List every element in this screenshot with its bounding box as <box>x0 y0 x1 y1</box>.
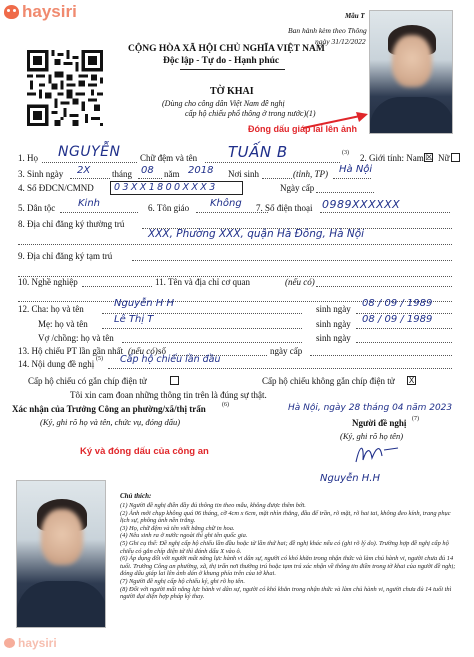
dob-label: 3. Sinh ngày <box>18 169 64 179</box>
father-name: Nguyễn H H <box>114 298 174 309</box>
chip-no-checkbox[interactable]: X <box>408 376 415 385</box>
ethnicity-value: Kinh <box>78 198 101 209</box>
heart-icon <box>4 5 19 19</box>
religion-value: Không <box>210 198 242 209</box>
father-dob-label: sinh ngày <box>316 304 351 314</box>
last-passport-no: số <box>158 346 167 356</box>
signature-mark <box>346 440 406 466</box>
temporary-address-label: 9. Địa chỉ đăng ký tạm trú <box>18 251 113 261</box>
note-item: (3) Họ, chữ đệm và tên viết bằng chữ in hoa. <box>120 524 235 532</box>
id-number-value: 03XX1800XXX3 <box>114 182 218 193</box>
birthplace-value: Hà Nội <box>339 164 373 175</box>
mother-dob: 08 / 09 / 1989 <box>362 314 433 325</box>
chip-no-label: Cấp hộ chiếu không gắn chíp điện tử <box>262 376 395 386</box>
gender-label: 2. Giới tính: Nam <box>360 153 424 163</box>
country-name: CỘNG HÒA XÃ HỘI CHỦ NGHĨA VIỆT NAM <box>128 44 325 54</box>
signature-name: Nguyễn H.H <box>320 473 380 484</box>
gender-female-checkbox[interactable] <box>451 153 460 162</box>
heart-icon <box>4 638 15 648</box>
note-item: (5) Ghi cụ thể: Đề nghị cấp hộ chiếu lần đầu hoặc từ lần thứ hai; đề nghị khác nếu có (ghi rõ lý do). Trường hợp đề nghị cấp hộ chiếu có gắn chíp điện tử thì đánh dấu X vào ô. <box>120 539 449 555</box>
note-3: (3) <box>342 150 349 156</box>
police-confirm-note: (Ký, ghi rõ họ và tên, chức vụ, đóng dấu) <box>40 417 181 427</box>
id-number-boxes <box>110 181 243 195</box>
mother-label: Mẹ: họ và tên <box>38 319 88 329</box>
id-number-label: 4. Số ĐDCN/CMND <box>18 183 94 193</box>
id-date-label: Ngày cấp <box>280 183 315 193</box>
religion-label: 6. Tôn giáo <box>148 203 190 213</box>
request-label: 14. Nội dung đề nghị <box>18 359 95 369</box>
request-value: Cấp hộ chiếu lần đầu <box>120 354 221 365</box>
issued-date: ngày 31/12/2022 <box>315 37 366 46</box>
note-item: (1) Người đề nghị điền đầy đủ thông tin theo mẫu, không được thêm bớt. <box>120 502 306 509</box>
police-confirm-title: Xác nhận của Trưởng Công an phường/xã/thị trấn <box>12 404 206 414</box>
note-item: (2) Ảnh mới chụp không quá 06 tháng, cỡ 4cm x 6cm, mặt nhìn thẳng, đầu để trần, rõ mặt, rõ hai tai, không đeo kính, trang phục lịch sự, phông ảnh nền trắng. <box>120 509 451 525</box>
note-item: (8) Đối với người mất năng lực hành vi dân sự, người có khó khăn trong nhận thức và làm chủ hành vi, người chưa đủ 14 tuổi thì người đại diện hợp pháp ký thay. <box>120 585 452 601</box>
note-item: (4) Nêu sinh ra ở nước ngoài thì ghi tên quốc gia. <box>120 532 248 540</box>
workplace-label: 11. Tên và địa chỉ cơ quan <box>155 277 250 287</box>
father-dob: 08 / 09 / 1989 <box>362 298 433 309</box>
motto: Độc lập - Tự do - Hạnh phúc <box>163 56 280 66</box>
permanent-address-value: XXX, Phường XXX, quận Hà Đông, Hà Nội <box>148 228 365 240</box>
father-label: 12. Cha: họ và tên <box>18 304 84 314</box>
spouse-label: Vợ /chồng: họ và tên <box>38 333 114 343</box>
brand-name: haysiri <box>22 2 77 21</box>
dob-year: 2018 <box>188 165 214 176</box>
phone-label: 7. Số điện thoại <box>256 203 313 213</box>
birthplace-note: (tỉnh, TP) <box>293 169 328 179</box>
notes-list <box>120 502 458 601</box>
form-subtitle-2: cấp hộ chiếu phổ thông ở trong nước)(1) <box>185 109 316 118</box>
form-subtitle-1: (Dùng cho công dân Việt Nam đề nghị <box>162 99 285 108</box>
dob-year-label: năm <box>164 169 180 179</box>
note-item: (7) Người đề nghị cấp hộ chiếu ký, ghi rõ họ tên. <box>120 577 245 585</box>
brand-name: haysiri <box>18 636 57 650</box>
brand-logo-bottom <box>4 636 57 650</box>
motto-underline <box>180 69 285 70</box>
requester-note: (Ký, ghi rõ họ tên) <box>340 431 404 441</box>
dob-month-label: tháng <box>112 169 132 179</box>
birthplace-label: Nơi sinh <box>228 169 260 179</box>
qr-code <box>27 50 103 126</box>
occupation-label: 10. Nghề nghiệp <box>18 277 78 287</box>
gender-male-checkbox[interactable]: ☒ <box>425 153 434 163</box>
issued-with: Ban hành kèm theo Thông <box>288 26 367 35</box>
chip-yes-checkbox[interactable] <box>170 376 179 385</box>
surname-value: NGUYỄN <box>58 144 121 160</box>
note-5: (5) <box>96 356 103 362</box>
bottom-portrait-photo <box>16 480 106 628</box>
last-passport-date-label: ngày cấp <box>270 346 303 356</box>
chip-yes-label: Cấp hộ chiếu có gắn chíp điện tử <box>28 376 147 386</box>
gender-female-label: Nữ <box>438 153 450 163</box>
mother-name: Lê Thị T <box>114 314 154 325</box>
place-date: Hà Nội, ngày 28 tháng 04 năm 2023 <box>288 403 453 413</box>
ethnicity-label: 5. Dân tộc <box>18 203 56 213</box>
form-title: TỜ KHAI <box>210 86 254 97</box>
workplace-note: (nếu có) <box>285 277 315 287</box>
note-item: (6) Áp dụng đối với người mất năng lực hành vi dân sự, người có khó khăn trong nhận thức và làm chủ hành vi, người chưa đủ 14 tuổi. Trưởng Công an phường, xã, thị trấn nơi thường trú hoặc tạm trú xác nhận về thông tin điền trong tờ khai của người đề nghị; đóng dấu giáp lai lên ảnh dán ở khung phía trên của tờ khai. <box>120 555 456 578</box>
form-number: Mẫu T <box>345 12 365 20</box>
note-7: (7) <box>412 416 419 422</box>
surname-label: 1. Họ <box>18 153 38 163</box>
phone-value: 0989XXXXXX <box>322 198 401 211</box>
given-name-value: TUẤN B <box>228 143 288 161</box>
note-6: (6) <box>222 402 229 408</box>
notes-title: Chú thích: <box>120 492 152 500</box>
last-passport-label: 13. Hộ chiếu PT lần gần nhất <box>18 346 124 356</box>
dob-day: 2X <box>77 165 91 176</box>
last-passport-note: (nếu có) <box>128 346 158 356</box>
portrait-photo <box>369 10 453 134</box>
requester-title: Người đề nghị <box>352 418 407 428</box>
police-sign-note: Ký và đóng dấu của công an <box>80 446 209 457</box>
mother-dob-label: sinh ngày <box>316 319 351 329</box>
permanent-address-label: 8. Địa chỉ đăng ký thường trú <box>18 219 125 229</box>
photo-stamp-note: Đóng dấu giáp lai lên ảnh <box>248 124 358 134</box>
commitment-text: Tôi xin cam đoan những thông tin trên là đúng sự thật. <box>70 390 267 400</box>
given-name-label: Chữ đệm và tên <box>140 153 198 163</box>
brand-logo <box>4 2 77 22</box>
spouse-dob-label: sinh ngày <box>316 333 351 343</box>
dob-month: 08 <box>141 165 154 176</box>
